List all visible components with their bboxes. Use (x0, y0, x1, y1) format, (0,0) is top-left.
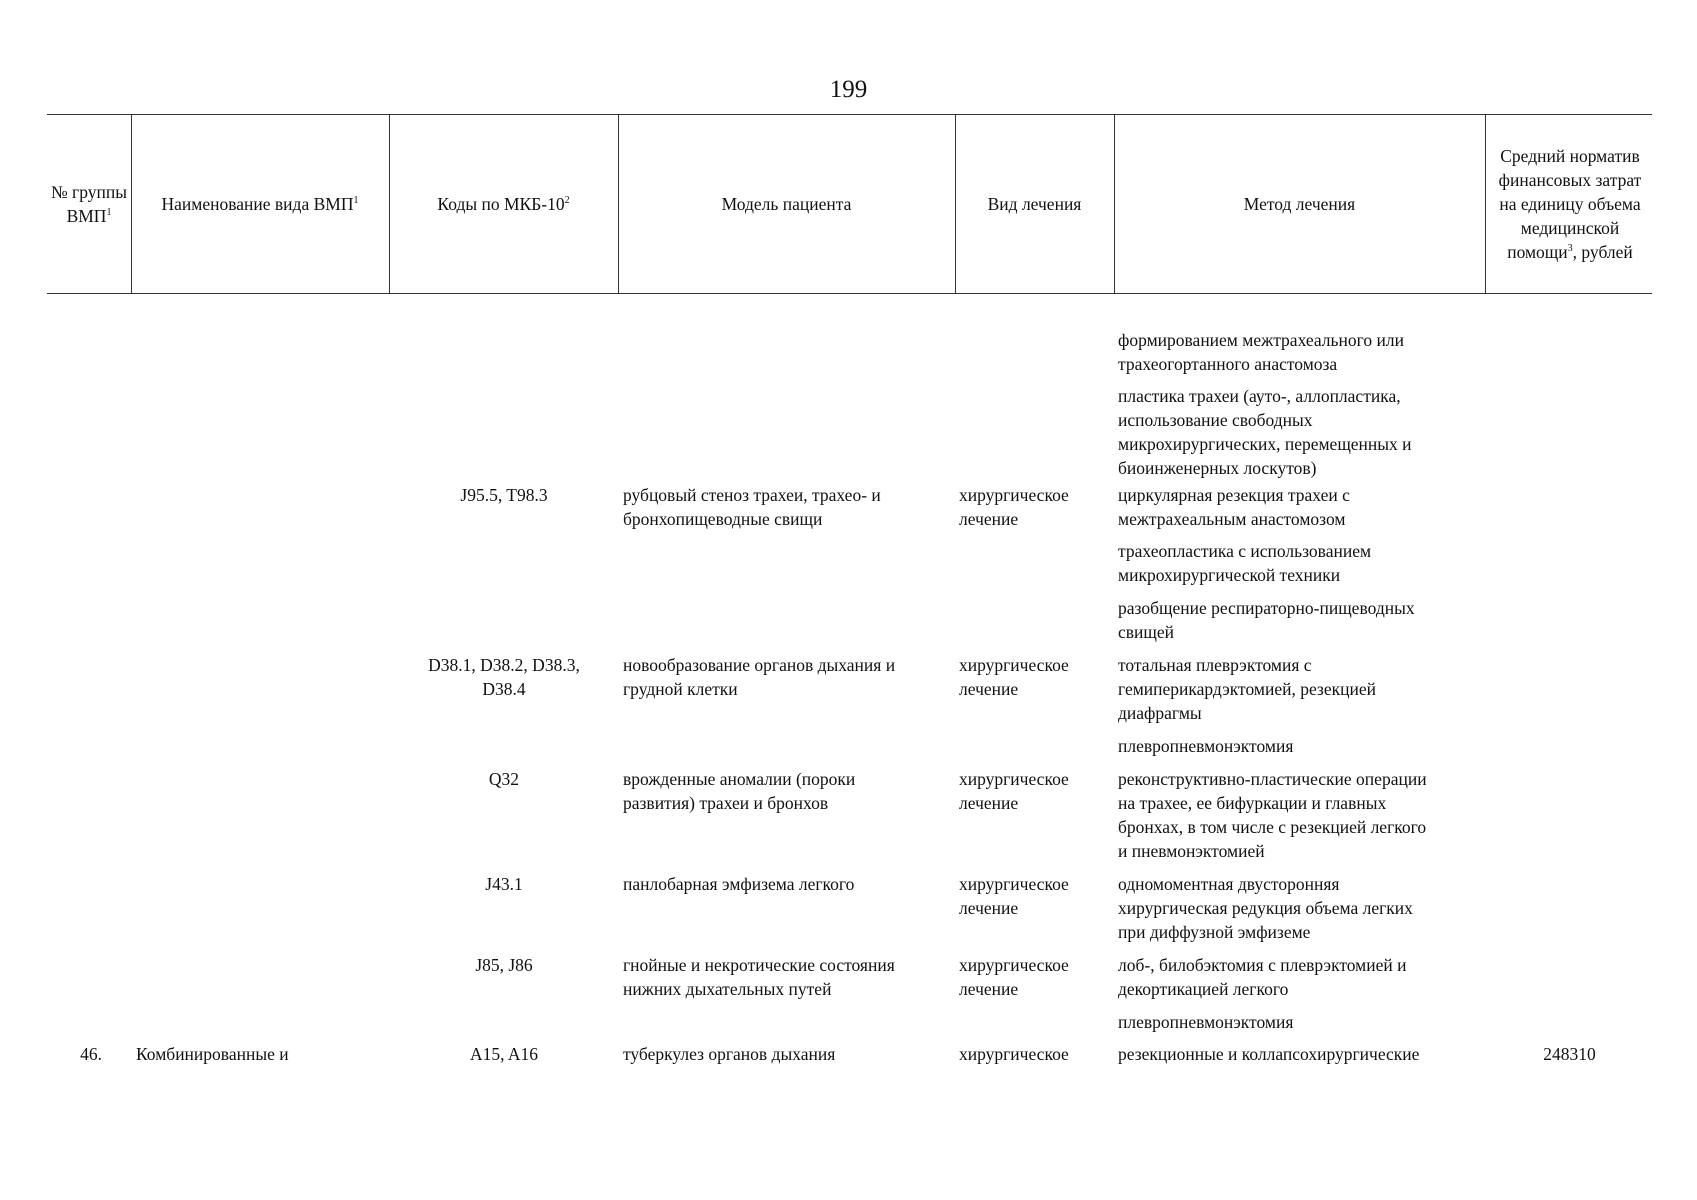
average-cost-cell: 248310 (1543, 1044, 1596, 1064)
method-cell: лоб-, билобэктомия с плеврэктомией и декортикацией легкого (1118, 955, 1407, 999)
header-treatment-method (1117, 114, 1482, 294)
patient-model-cell: туберкулез органов дыхания (623, 1044, 836, 1064)
patient-model-cell: гнойные и некротические состояния нижних дыхательных путей (623, 955, 895, 999)
method-cell: тотальная плеврэктомия с гемиперикардэктомией, резекцией диафрагмы (1118, 655, 1376, 723)
method-cell: реконструктивно-пластические операции на трахее, ее бифуркации и главных бронхах, в том числе с резекцией легкого и пневмонэктомией (1118, 769, 1427, 861)
method-cell: циркулярная резекция трахеи с межтрахеальным анастомозом (1118, 485, 1350, 529)
icd-code-cell: Q32 (488, 769, 520, 789)
method-cell: трахеопластика с использованием микрохирургической техники (1118, 541, 1372, 585)
footnote-mark: 1 (106, 207, 112, 219)
patient-model-cell: новообразование органов дыхания и грудной клетки (623, 655, 896, 699)
header-average-cost-tail: , рублей (1572, 242, 1633, 262)
method-cell: плевропневмонэктомия (1118, 1012, 1294, 1032)
icd-code-cell: A15, A16 (469, 1044, 539, 1064)
method-cell: пластика трахеи (ауто-, аллопластика, использование свободных микрохирургических, перемещенных и биоинженерных лоскутов) (1118, 386, 1412, 478)
header-vmp-name-text: Наименование вида ВМП (161, 194, 354, 214)
method-cell: одномоментная двусторонняя хирургическая редукция объема легких при диффузной эмфиземе (1118, 874, 1413, 942)
method-cell: формированием межтрахеального или трахеогортанного анастомоза (1118, 330, 1404, 374)
header-treatment-kind-text: Вид лечения (987, 194, 1082, 214)
page-number: 199 (829, 76, 868, 103)
header-group-number (50, 114, 128, 294)
treatment-kind-cell: хирургическое лечение (959, 769, 1069, 813)
header-treatment-method-text: Метод лечения (1243, 194, 1356, 214)
vmp-name-cell: Комбинированные и (136, 1044, 289, 1064)
patient-model-cell: врожденные аномалии (пороки развития) трахеи и бронхов (623, 769, 856, 813)
treatment-kind-cell: хирургическое лечение (959, 655, 1069, 699)
icd-code-cell: J43.1 (485, 874, 523, 894)
patient-model-cell: рубцовый стеноз трахеи, трахео- и бронхопищеводные свищи (623, 485, 881, 529)
treatment-kind-cell: хирургическое лечение (959, 874, 1069, 918)
icd-code-cell: D38.1, D38.2, D38.3, D38.4 (428, 655, 580, 699)
method-cell: разобщение респираторно-пищеводных свищей (1118, 598, 1415, 642)
header-treatment-kind (958, 114, 1111, 294)
icd-code-cell: J85, J86 (475, 955, 533, 975)
column-divider (1485, 114, 1486, 294)
header-icd-codes (392, 114, 615, 294)
column-divider (131, 114, 132, 294)
column-divider (955, 114, 956, 294)
header-patient-model-text: Модель пациента (721, 194, 852, 214)
icd-code-cell: J95.5, T98.3 (460, 485, 548, 505)
method-cell: плевропневмонэктомия (1118, 736, 1294, 756)
header-vmp-name (134, 114, 386, 294)
header-patient-model (621, 114, 952, 294)
header-icd-codes-text: Коды по МКБ-10 (437, 194, 565, 214)
footnote-mark: 1 (353, 195, 359, 207)
header-group-number-text: № группы ВМП (50, 182, 127, 226)
method-cell: резекционные и коллапсохирургические (1118, 1044, 1420, 1064)
footnote-mark: 2 (564, 195, 570, 207)
treatment-kind-cell: хирургическое лечение (959, 955, 1069, 999)
header-average-cost (1488, 114, 1652, 294)
treatment-kind-cell: хирургическое лечение (959, 485, 1069, 529)
footnote-mark: 3 (1567, 243, 1573, 255)
treatment-kind-cell: хирургическое (959, 1044, 1069, 1064)
header-average-cost-text: Средний норматив финансовых затрат на единицу объема медицинской помощи (1498, 146, 1642, 262)
column-divider (1114, 114, 1115, 294)
column-divider (618, 114, 619, 294)
patient-model-cell: панлобарная эмфизема легкого (623, 874, 855, 894)
group-number-cell: 46. (80, 1044, 102, 1064)
column-divider (389, 114, 390, 294)
